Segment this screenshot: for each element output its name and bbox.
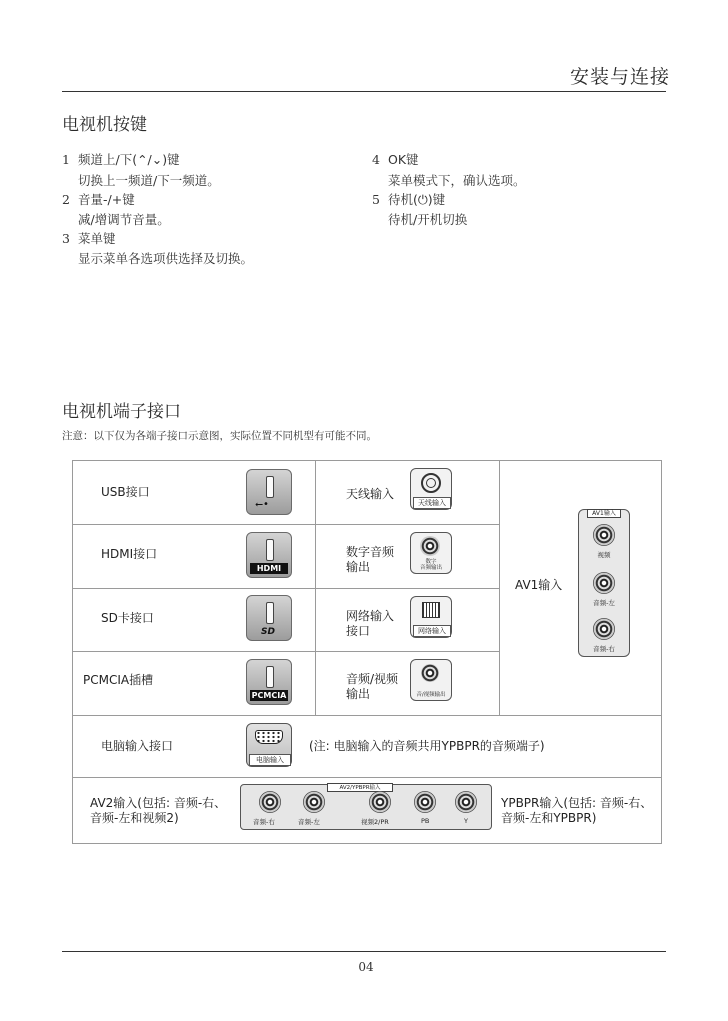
- av2-video-pr-caption: 视频2/PR: [361, 818, 389, 826]
- pc-input-tag: 电脑输入: [249, 754, 291, 766]
- pcmcia-label: PCMCIA插槽: [83, 673, 154, 687]
- usb-port-icon: [246, 469, 292, 515]
- antenna-tag: 天线输入: [413, 497, 451, 509]
- pcmcia-tag: PCMCIA: [251, 691, 287, 700]
- table-divider-row4: [72, 715, 661, 716]
- table-divider-row2: [72, 588, 500, 589]
- network-tag: 网络输入: [413, 625, 451, 637]
- key-item-5-desc: 待机/开机切换: [388, 212, 468, 227]
- table-divider-row3: [72, 651, 500, 652]
- av1-audio-left-caption: 音频-左: [593, 599, 615, 607]
- digital-audio-port-icon: [410, 532, 452, 574]
- pb-jack: [414, 791, 436, 813]
- page-header-title: 安装与连接: [570, 66, 671, 88]
- av2-audio-left-caption: 音频-左: [298, 818, 320, 826]
- hdmi-label: HDMI接口: [101, 547, 158, 561]
- table-divider-row5: [72, 777, 661, 778]
- av-out-jack: [421, 664, 439, 682]
- keys-section-title: 电视机按键: [62, 115, 147, 135]
- antenna-port-icon: [410, 468, 452, 510]
- ports-section-title: 电视机端子接口: [62, 402, 181, 422]
- av1-video-caption: 视频: [597, 551, 611, 559]
- digital-audio-label: 数字音频 输出: [346, 545, 395, 574]
- av2-audio-left-jack: [303, 791, 325, 813]
- av-out-port-icon: [410, 659, 452, 701]
- hdmi-port-icon: [246, 532, 292, 578]
- network-label: 网络输入 接口: [346, 609, 395, 638]
- av2-label: AV2输入(包括: 音频-右、 音频-左和视频2): [90, 796, 227, 825]
- key-item-3-name: 3 菜单键: [62, 231, 116, 246]
- av1-audio-left-jack: [593, 572, 615, 594]
- ports-section-note: 注意：以下仅为各端子接口示意图，实际位置不同机型有可能不同。: [62, 430, 377, 442]
- key-item-4-name: 4 OK键: [372, 152, 419, 167]
- av1-panel-icon: [578, 509, 630, 657]
- av2-panel-title: AV2/YPBPR输入: [327, 783, 393, 792]
- usb-label: USB接口: [101, 485, 150, 499]
- av-out-label: 音频/视频 输出: [346, 672, 399, 701]
- page-number: 04: [358, 960, 374, 974]
- pc-input-port-icon: [246, 723, 292, 767]
- footer-rule: [62, 951, 666, 952]
- table-divider-row1: [72, 524, 500, 525]
- vga-connector: [255, 730, 283, 744]
- y-jack: [455, 791, 477, 813]
- key-item-1-name: 1 频道上/下(⌃/⌄)键: [62, 152, 180, 167]
- digital-audio-jack: [420, 536, 440, 556]
- antenna-label: 天线输入: [346, 487, 395, 501]
- sd-tag: SD: [261, 627, 275, 637]
- av1-panel-title: AV1输入: [587, 509, 621, 518]
- av1-audio-right-jack: [593, 618, 615, 640]
- sd-port-icon: [246, 595, 292, 641]
- usb-symbol: ⭠•: [255, 499, 269, 510]
- key-item-2-desc: 减/增调节音量。: [78, 212, 170, 227]
- av1-audio-right-caption: 音频-右: [593, 645, 615, 653]
- sd-label: SD卡接口: [101, 611, 154, 625]
- header-rule: [62, 91, 666, 92]
- key-item-3-desc: 显示菜单各选项供选择及切换。: [78, 251, 254, 266]
- digital-audio-tag: 数字 音频输出: [419, 559, 442, 571]
- av2-ypbpr-panel-icon: [240, 784, 492, 830]
- key-item-1-desc: 切换上一频道/下一频道。: [78, 173, 220, 188]
- av2-video-pr-jack: [369, 791, 391, 813]
- key-item-4-desc: 菜单模式下，确认选项。: [388, 173, 526, 188]
- av2-audio-right-caption: 音频-右: [253, 818, 275, 826]
- key-item-5-name: 5 待机(⏻)键: [372, 192, 446, 207]
- pb-caption: PB: [421, 817, 430, 825]
- av1-label: AV1输入: [515, 578, 563, 592]
- av-out-tag: 音/视频输出: [416, 692, 446, 698]
- pc-input-label: 电脑输入接口: [101, 739, 174, 753]
- ypbpr-label: YPBPR输入(包括: 音频-右、 音频-左和YPBPR): [501, 796, 653, 825]
- hdmi-tag: HDMI: [250, 563, 288, 574]
- pcmcia-port-icon: [246, 659, 292, 705]
- av2-audio-right-jack: [259, 791, 281, 813]
- pc-audio-note: (注: 电脑输入的音频共用YPBPR的音频端子): [309, 739, 545, 753]
- av1-video-jack: [593, 524, 615, 546]
- network-port-icon: [410, 596, 452, 638]
- y-caption: Y: [464, 817, 468, 825]
- key-item-2-name: 2 音量-/+键: [62, 192, 135, 207]
